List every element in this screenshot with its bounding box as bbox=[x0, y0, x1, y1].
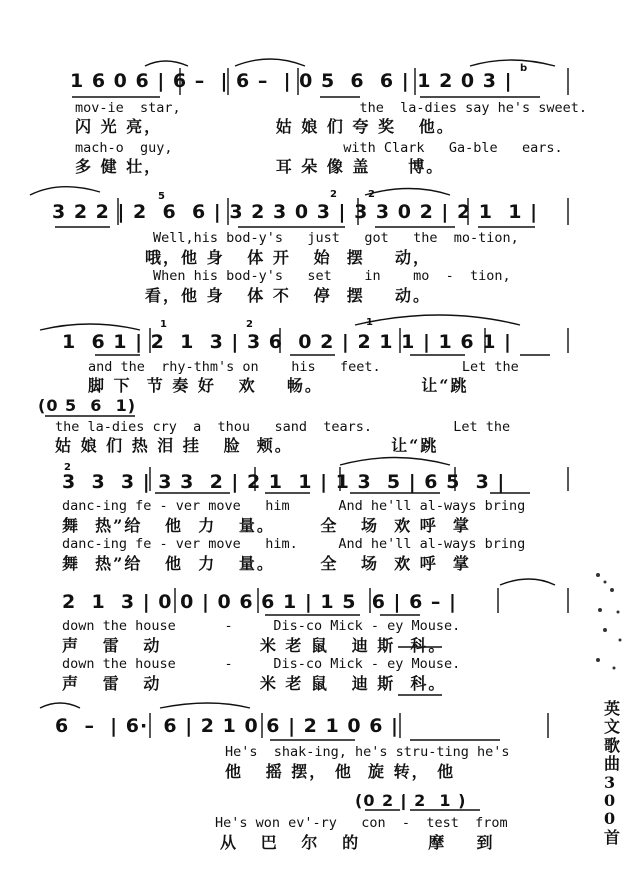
notes-system-1: 1 6 0 6 | 6 – | 6 – | 0 5 6 6 | 1 2 0 3 | bbox=[70, 70, 513, 92]
lyric-en-line: danc-ing fe - ver move him And he'll al-ways bring bbox=[62, 498, 526, 514]
lyric-cn-line: 声 雷 动 米 老 鼠 迪 斯 科。 bbox=[62, 674, 447, 693]
lyric-en-line: down the house - Dis-co Mick - ey Mouse. bbox=[62, 618, 461, 634]
notes-system-6: 6 – | 6· 6 | 2 1 0 6 | 2 1 0 6 | bbox=[55, 715, 399, 737]
lyric-en-line: He's shak-ing, he's stru-ting he's bbox=[225, 744, 510, 760]
lyric-en-line: He's won ev'-ry con - test from bbox=[215, 815, 508, 831]
slur bbox=[355, 315, 520, 325]
book-title: 英文歌曲300首 bbox=[604, 699, 621, 847]
lyric-cn-line: 多 健 壮， 耳 朵 像 盖 博。 bbox=[75, 157, 445, 176]
slur bbox=[340, 458, 450, 466]
grace-note: 2 bbox=[246, 319, 253, 330]
notes-system-4: 3 3 3 | 3 3 2 | 2 1 1 | 1 3 5 | 6 5 3 | bbox=[62, 471, 506, 493]
slur bbox=[145, 61, 188, 66]
grace-note: 5 bbox=[158, 191, 165, 202]
lyric-cn-line: 从 巴 尔 的 摩 到 bbox=[220, 833, 495, 852]
grace-note: 2 bbox=[64, 462, 71, 473]
grace-note: 1 bbox=[160, 319, 167, 330]
lyric-en-line: When his bod-y's set in mo - tion, bbox=[153, 268, 511, 284]
slur bbox=[40, 703, 80, 708]
alt-notes: (0 2 | 2 1 ) bbox=[355, 791, 467, 810]
slur bbox=[365, 189, 450, 196]
lyric-en-line: Well,his bod-y's just got the mo-tion, bbox=[153, 230, 519, 246]
notes-system-5: 2 1 3 | 0 0 | 0 6 6 1 | 1 5 6 | 6 – | bbox=[62, 591, 457, 613]
grace-note: 1 bbox=[366, 317, 373, 328]
lyric-en-line: mov-ie star, the la-dies say he's sweet. bbox=[75, 100, 588, 116]
lyric-cn-line: 舞 热”给 他 力 量。 全 场 欢 呼 掌 bbox=[62, 516, 471, 535]
lyric-cn-line: 他 摇 摆， 他 旋 转， 他 bbox=[225, 762, 456, 781]
lyric-cn-line: 闪 光 亮， 姑 娘 们 夸 奖 他。 bbox=[75, 117, 455, 136]
flat-mark: b bbox=[520, 63, 528, 74]
slur bbox=[470, 60, 555, 66]
lyric-cn-line: 声 雷 动 米 老 鼠 迪 斯 科。 bbox=[62, 636, 447, 655]
lyric-en-line: mach-o guy, with Clark Ga-ble ears. bbox=[75, 140, 563, 156]
notes-system-2: 3 2 2 | 2 6 6 | 3 2 3 0 3 | 3 3 0 2 | 2 1 1 | bbox=[52, 201, 539, 223]
lyric-cn-line: 看，他 身 体 不 停 摆 动。 bbox=[145, 286, 431, 305]
slur bbox=[235, 59, 305, 66]
lyric-cn-line: 姑 娘 们 热 泪 挂 脸 颊。 让“跳 bbox=[55, 436, 439, 455]
slur bbox=[160, 703, 250, 708]
alt-notes: (0 5 6 1) bbox=[38, 396, 137, 415]
lyric-cn-line: 舞 热”给 他 力 量。 全 场 欢 呼 掌 bbox=[62, 554, 471, 573]
lyric-en-line: danc-ing fe - ver move him. And he'll al-ways bring bbox=[62, 536, 526, 552]
lyric-cn-line: 脚 下 节 奏 好 欢 畅。 让“跳 bbox=[88, 376, 469, 395]
grace-note: 2 bbox=[330, 189, 337, 200]
lyric-en-line: and the rhy-thm's on his feet. Let the bbox=[88, 359, 519, 375]
slur bbox=[500, 579, 555, 585]
slur bbox=[40, 324, 140, 330]
lyric-en-line: the la-dies cry a thou sand tears. Let the bbox=[55, 419, 511, 435]
lyric-en-line: down the house - Dis-co Mick - ey Mouse. bbox=[62, 656, 461, 672]
notes-system-3: 1 6 1 | 2 1 3 | 3 6 0 2 | 2 1 1 | 1 6 1 | bbox=[62, 331, 512, 353]
slur bbox=[30, 187, 100, 195]
grace-note: 2 bbox=[368, 189, 375, 200]
lyric-cn-line: 哦，他 身 体 开 始 摆 动， bbox=[145, 248, 431, 267]
